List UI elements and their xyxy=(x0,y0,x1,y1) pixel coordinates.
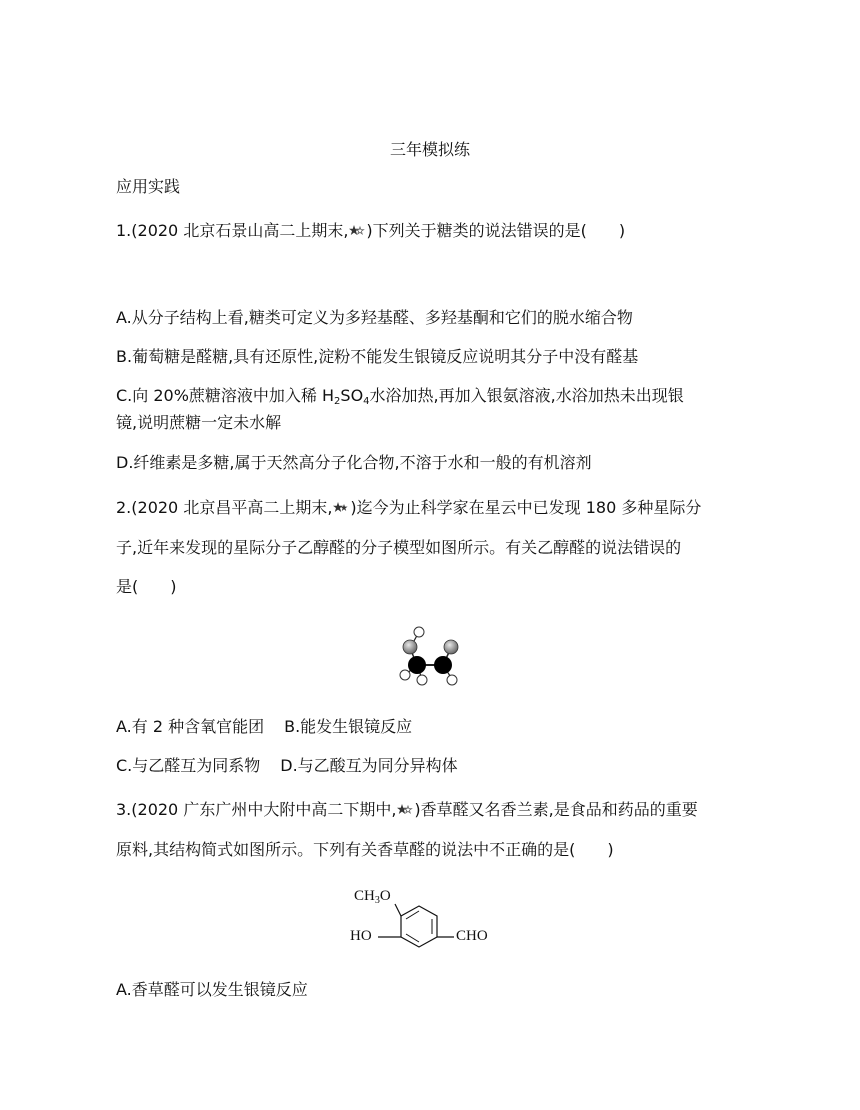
q3-source: 3.(2020 广东广州中大附中高二下期中, xyxy=(116,800,397,819)
hydrogen-atom xyxy=(417,675,427,685)
methoxy-group-label: $CH_3O$ xyxy=(354,888,391,906)
q2-source: 2.(2020 北京昌平高二上期末, xyxy=(116,498,333,517)
difficulty-star-icon xyxy=(349,225,365,237)
carbon-atom xyxy=(434,656,452,674)
q2-option-c: C.与乙醛互为同系物 xyxy=(116,756,261,775)
q3-stem-line2: 原料,其结构简式如图所示。下列有关香草醛的说法中不正确的是( ) xyxy=(116,840,614,859)
q3-stem-line1: 3.(2020 广东广州中大附中高二下期中, )香草醛又名香兰素,是食品和药品的重要 xyxy=(116,800,698,819)
q1-option-b: B.葡萄糖是醛糖,具有还原性,淀粉不能发生银镜反应说明其分子中没有醛基 xyxy=(116,347,639,366)
q2-stem-line2: 子,近年来发现的星际分子乙醇醛的分子模型如图所示。有关乙醇醛的说法错误的 xyxy=(116,538,682,557)
oxygen-atom xyxy=(444,640,458,654)
difficulty-star-icon xyxy=(397,804,413,816)
hydroxyl-group-label: HO xyxy=(350,928,372,944)
oxygen-atom xyxy=(403,640,417,654)
q2-option-d: D.与乙酸互为同分异构体 xyxy=(280,756,458,775)
q2-options-row1 xyxy=(116,717,412,737)
vanillin-structure-figure xyxy=(348,882,518,954)
page-title: 三年模拟练 xyxy=(389,140,470,159)
aldehyde-group-label: CHO xyxy=(456,928,488,944)
q2-options-row2 xyxy=(116,756,458,776)
q3-option-a: A.香草醛可以发生银镜反应 xyxy=(116,980,308,999)
q1-option-a: A.从分子结构上看,糖类可定义为多羟基醛、多羟基酮和它们的脱水缩合物 xyxy=(116,308,633,327)
q1-option-d: D.纤维素是多糖,属于天然高分子化合物,不溶于水和一般的有机溶剂 xyxy=(116,453,592,472)
hydrogen-atom xyxy=(414,627,424,637)
q1-stem xyxy=(116,221,625,241)
q1-source: 1.(2020 北京石景山高二上期末, xyxy=(116,221,349,240)
q2-option-b: B.能发生银镜反应 xyxy=(284,717,413,736)
q2-stem-line1: 2.(2020 北京昌平高二上期末, )迄今为止科学家在星云中已发现 180 多种星际分 xyxy=(116,498,702,517)
hydrogen-atom xyxy=(400,670,410,680)
q1-option-c-cont: 镜,说明蔗糖一定未水解 xyxy=(116,413,282,432)
carbon-atom xyxy=(408,656,426,674)
difficulty-star-icon xyxy=(333,502,349,514)
q1-option-c: C.向 20%蔗糖溶液中加入稀 $H_2SO_4$水浴加热,再加入银氨溶液,水浴加热未出现银 xyxy=(116,386,684,407)
q1-question: )下列关于糖类的说法错误的是( xyxy=(366,221,587,240)
q1-close: ) xyxy=(618,221,626,240)
q2-option-a: A.有 2 种含氧官能团 xyxy=(116,717,265,736)
q2-stem-line3: 是( ) xyxy=(116,577,177,596)
hydrogen-atom xyxy=(447,675,457,685)
glycolaldehyde-model-figure xyxy=(390,622,470,692)
section-heading: 应用实践 xyxy=(116,177,181,196)
